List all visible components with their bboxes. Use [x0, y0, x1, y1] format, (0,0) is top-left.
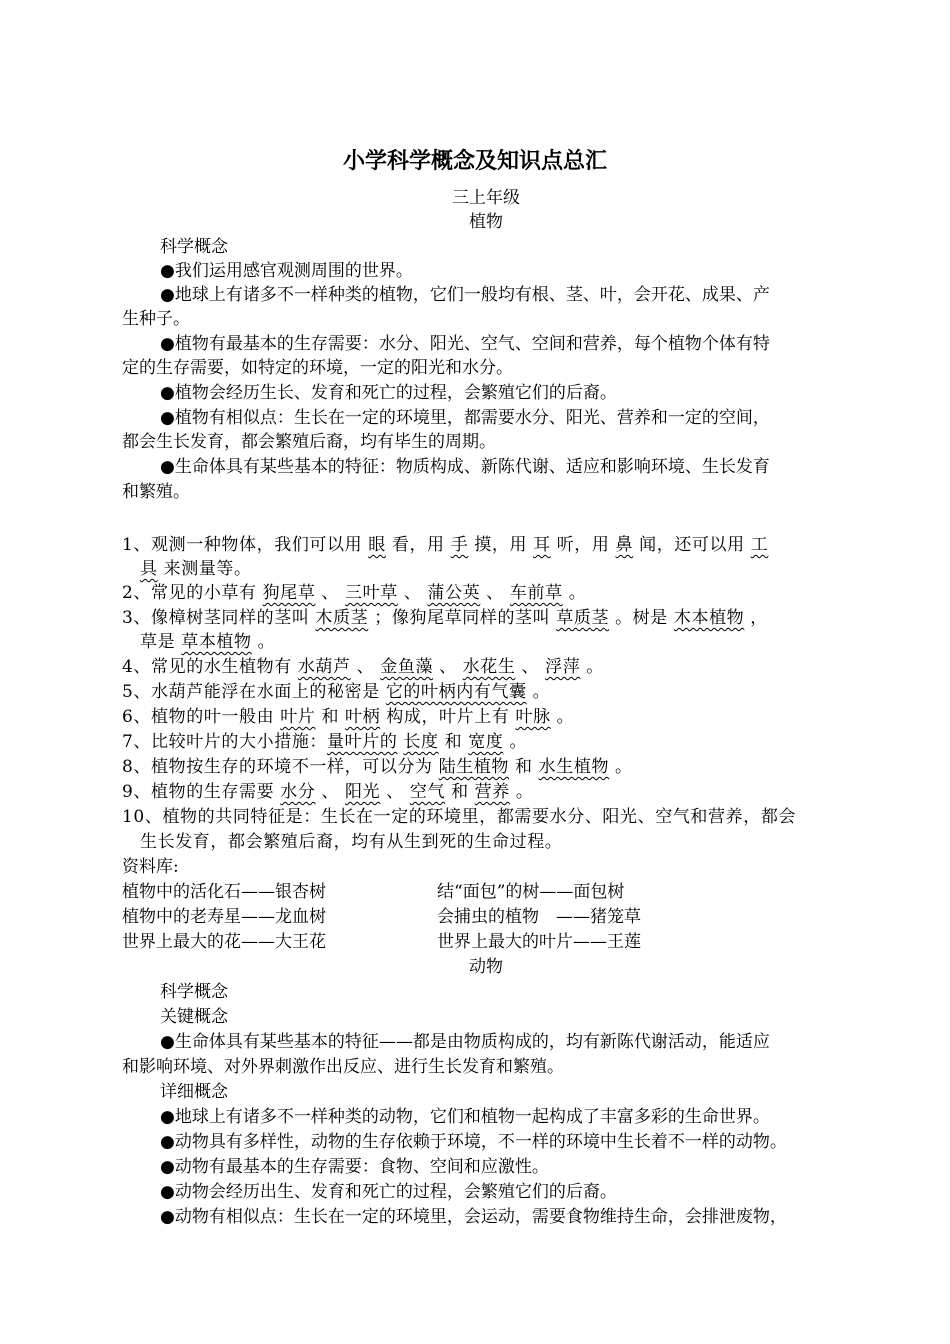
concept-heading: 科学概念	[160, 982, 228, 1002]
answer-blank: 木本植物	[673, 608, 745, 628]
question-5: 5、水葫芦能浮在水面上的秘密是 它的叶柄内有气囊 。	[122, 682, 551, 702]
animal-bullet: ●动物会经历出生、发育和死亡的过程，会繁殖它们的后裔。	[160, 1182, 617, 1202]
library-item-left: 植物中的活化石——银杏树	[122, 882, 326, 902]
answer-blank: 工	[750, 535, 769, 555]
question-9: 9、植物的生存需要 水分 、 阳光 、 空气 和 营养 。	[122, 782, 534, 802]
answer-blank: 手	[450, 535, 469, 555]
answer-blank: 鼻	[615, 535, 634, 555]
answer-blank: 宽度	[468, 732, 504, 752]
plant-bullet-cont: 定的生存需要，如特定的环境，一定的阳光和水分。	[122, 358, 513, 378]
answer-blank: 草本植物	[181, 632, 252, 652]
question-3-cont: 草是 草本植物 。	[140, 632, 276, 652]
animal-key-bullet-cont: 和影响环境、对外界刺激作出反应、进行生长发育和繁殖。	[122, 1057, 564, 1077]
animal-bullet: ●动物具有多样性，动物的生存依赖于环境，不一样的环境中生长着不一样的动物。	[160, 1132, 787, 1152]
section-heading-plants: 植物	[469, 212, 503, 232]
question-3: 3、像樟树茎同样的茎叫 木质茎 ；像狗尾草同样的茎叫 草质茎 。树是 木本植物 ，	[122, 608, 768, 628]
answer-blank: 金鱼藻	[380, 657, 434, 677]
section-heading-animals: 动物	[469, 957, 503, 977]
question-2: 2、常见的小草有 狗尾草 、 三叶草 、 蒲公英 、 车前草 。	[122, 583, 587, 603]
question-8: 8、植物按生存的环境不一样，可以分为 陆生植物 和 水生植物 。	[122, 757, 633, 777]
detail-concept-heading: 详细概念	[160, 1082, 228, 1102]
answer-blank: 空气	[409, 782, 446, 802]
answer-blank: 叶片	[280, 707, 316, 727]
question-4: 4、常见的水生植物有 水葫芦 、 金鱼藻 、 水花生 、 浮萍 。	[122, 657, 604, 677]
library-item-left: 植物中的老寿星——龙血树	[122, 907, 326, 927]
document-title: 小学科学概念及知识点总汇	[342, 149, 607, 174]
animal-key-bullet: ●生命体具有某些基本的特征——都是由物质构成的，均有新陈代谢活动，能适应	[160, 1032, 770, 1052]
key-concept-heading: 关键概念	[160, 1007, 228, 1027]
answer-blank: 阳光	[345, 782, 381, 802]
answer-blank: 水葫芦	[297, 657, 351, 677]
answer-blank: 长度	[403, 732, 439, 752]
answer-blank: 具	[140, 559, 158, 579]
plant-bullet: ●我们运用感官观测周围的世界。	[160, 261, 413, 281]
answer-blank: 叶柄	[345, 707, 381, 727]
plant-bullet: ●生命体具有某些基本的特征：物质构成、新陈代谢、适应和影响环境、生长发育	[160, 457, 770, 477]
question-1-cont: 具 来测量等。	[140, 559, 252, 579]
answer-blank: 陆生植物	[438, 757, 510, 777]
answer-blank: 营养	[474, 782, 510, 802]
question-7: 7、比较叶片的大小措施：量叶片的 长度 和 宽度 。	[122, 732, 528, 752]
answer-blank: 草质茎	[556, 608, 610, 628]
plant-bullet: ●植物有最基本的生存需要：水分、阳光、空气、空间和营养，每个植物个体有特	[160, 334, 770, 354]
question-6: 6、植物的叶一般由 叶片 和 叶柄 构成，叶片上有 叶脉 。	[122, 707, 575, 727]
question-1: 1、观测一种物体，我们可以用 眼 看，用 手 摸，用 耳 听，用 鼻 闻，还可以用 工	[122, 535, 769, 555]
animal-bullet: ●动物有相似点：生长在一定的环境里，会运动，需要食物维持生命，会排泄废物，	[160, 1207, 787, 1227]
answer-blank: 狗尾草	[262, 583, 316, 603]
grade-heading: 三上年级	[452, 188, 520, 208]
answer-blank: 水分	[280, 782, 316, 802]
answer-blank: 蒲公英	[427, 583, 481, 603]
library-item-right: 结“面包”的树——面包树	[437, 882, 625, 902]
answer-blank: 眼	[368, 535, 386, 555]
answer-blank: 车前草	[509, 583, 563, 603]
animal-bullet: ●动物有最基本的生存需要：食物、空间和应激性。	[160, 1157, 549, 1177]
library-label: 资料库:	[122, 857, 179, 877]
answer-blank: 水生植物	[538, 757, 610, 777]
plant-bullet: ●植物会经历生长、发育和死亡的过程，会繁殖它们的后裔。	[160, 383, 617, 403]
plant-bullet-cont: 和繁殖。	[122, 482, 190, 502]
plant-bullet: ●地球上有诸多不一样种类的植物，它们一般均有根、茎、叶，会开花、成果、产	[160, 285, 770, 305]
plant-bullet-cont: 生种子。	[122, 309, 190, 329]
answer-blank: 三叶草	[345, 583, 398, 603]
library-item-right: 世界上最大的叶片——王莲	[437, 932, 641, 952]
answer-blank: 它的叶柄内有气囊	[385, 682, 527, 702]
concept-heading: 科学概念	[160, 237, 228, 257]
answer-blank: 量叶片的	[327, 732, 398, 752]
answer-blank: 浮萍	[545, 657, 581, 677]
answer-blank: 叶脉	[515, 707, 551, 727]
animal-bullet: ●地球上有诸多不一样种类的动物，它们和植物一起构成了丰富多彩的生命世界。	[160, 1107, 770, 1127]
plant-bullet-cont: 都会生长发育，都会繁殖后裔，均有毕生的周期。	[122, 432, 496, 452]
library-item-left: 世界上最大的花——大王花	[122, 932, 326, 952]
answer-blank: 水花生	[462, 657, 516, 677]
answer-blank: 木质茎	[315, 608, 369, 628]
library-item-right: 会捕虫的植物 ——猪笼草	[437, 907, 641, 927]
plant-bullet: ●植物有相似点：生长在一定的环境里，都需要水分、阳光、营养和一定的空间，	[160, 408, 770, 428]
answer-blank: 耳	[533, 535, 551, 555]
question-10: 10、植物的共同特征是：生长在一定的环境里，都需要水分、阳光、空气和营养，都会	[122, 807, 797, 827]
question-10-cont: 生长发育，都会繁殖后裔，均有从生到死的生命过程。	[140, 832, 563, 852]
